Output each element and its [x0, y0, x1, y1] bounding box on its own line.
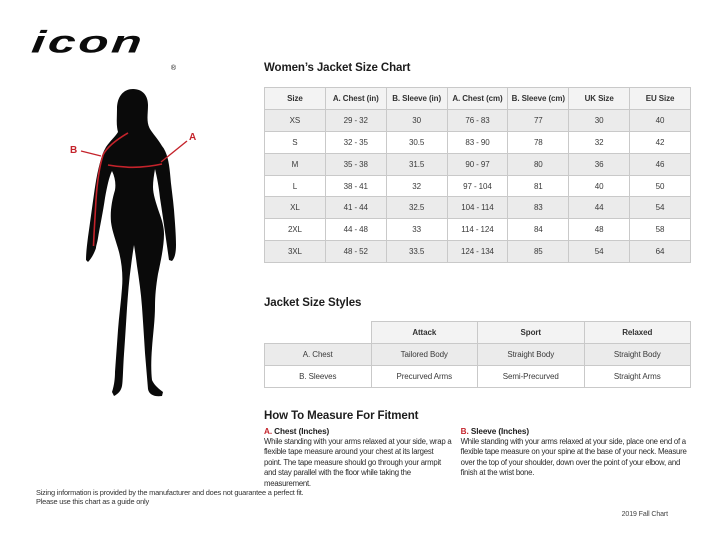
content-column [264, 60, 691, 530]
cell: 64 [630, 241, 691, 263]
style-chart-header-row [265, 322, 691, 344]
how-to-measure-title: How To Measure For Fitment [264, 410, 419, 422]
cell: 40 [569, 175, 630, 197]
disclaimer-line-2: Please use this chart as a guide only [36, 497, 149, 506]
style-chart-table [264, 321, 691, 388]
cell: Precurved Arms [371, 366, 478, 388]
cell: 29 - 32 [325, 109, 386, 131]
table-row-s [265, 131, 691, 153]
table-row-2xl [265, 219, 691, 241]
cell: 41 - 44 [325, 197, 386, 219]
cell: 58 [630, 219, 691, 241]
cell: L [265, 175, 326, 197]
icon-logo [30, 24, 180, 70]
measure-label-text: Sleeve (Inches) [468, 427, 529, 436]
cell: 114 - 124 [447, 219, 508, 241]
measure-text-chest: While standing with your arms relaxed at your side, wrap a flexible tape measure around your chest at its largest point. The tape measure should go through your armpit and stay parallel with the floor while taking the measurement. [264, 437, 452, 488]
cell: 85 [508, 241, 569, 263]
cell: 30 [569, 109, 630, 131]
cell: 124 - 134 [447, 241, 508, 263]
cell: 30.5 [386, 131, 447, 153]
style-row-sleeves [265, 366, 691, 388]
cell: 76 - 83 [447, 109, 508, 131]
cell: 77 [508, 109, 569, 131]
cell: 81 [508, 175, 569, 197]
cell: XS [265, 109, 326, 131]
cell: 30 [386, 109, 447, 131]
cell: Straight Arms [584, 366, 691, 388]
cell: XL [265, 197, 326, 219]
column-header-chest-cm: A. Chest (cm) [447, 88, 508, 110]
registered-trademark: ® [170, 65, 176, 72]
cell: 33 [386, 219, 447, 241]
woman-silhouette [86, 89, 176, 396]
cell: 31.5 [386, 153, 447, 175]
cell: 44 [569, 197, 630, 219]
cell: 78 [508, 131, 569, 153]
column-header-relaxed: Relaxed [584, 322, 691, 344]
cell: 48 [569, 219, 630, 241]
table-row-m [265, 153, 691, 175]
measure-prefix-b: B. [460, 427, 469, 436]
table-row-l [265, 175, 691, 197]
cell: 50 [630, 175, 691, 197]
icon-logo-text: icon [29, 24, 147, 60]
cell: 83 - 90 [447, 131, 508, 153]
label-b: B [70, 145, 78, 156]
cell: M [265, 153, 326, 175]
cell: 104 - 114 [447, 197, 508, 219]
column-header-sleeve-cm: B. Sleeve (cm) [508, 88, 569, 110]
measure-text-sleeve: While standing with your arms relaxed at your side, place one end of a flexible tape measure on your spine at the base of your neck. Measure over the top of your shoulder, down over the point of your elbow, and finish at the wrist bone. [460, 437, 687, 478]
cell: 32 [386, 175, 447, 197]
column-header-size: Size [265, 88, 326, 110]
column-header-sport: Sport [478, 322, 585, 344]
column-header-attack: Attack [371, 322, 478, 344]
cell: 46 [630, 153, 691, 175]
label-b-pointer [81, 151, 101, 156]
cell: Semi-Precurved [478, 366, 585, 388]
cell: Straight Body [584, 344, 691, 366]
cell: 40 [630, 109, 691, 131]
cell: 3XL [265, 241, 326, 263]
cell: 84 [508, 219, 569, 241]
cell: 90 - 97 [447, 153, 508, 175]
measure-instruction-chest [264, 427, 453, 489]
column-header-uk-size: UK Size [569, 88, 630, 110]
cell: 83 [508, 197, 569, 219]
table-row-3xl [265, 241, 691, 263]
cell: Tailored Body [371, 344, 478, 366]
chart-version: 2019 Fall Chart [621, 511, 668, 518]
measure-label-chest [264, 427, 453, 436]
cell: Straight Body [478, 344, 585, 366]
cell: 38 - 41 [325, 175, 386, 197]
sizing-disclaimer [36, 488, 336, 506]
size-chart-table [264, 87, 691, 263]
label-a: A [189, 132, 197, 143]
cell: 42 [630, 131, 691, 153]
cell: 97 - 104 [447, 175, 508, 197]
measurement-figure [50, 80, 250, 410]
style-chart-title: Jacket Size Styles [264, 297, 362, 309]
cell: 32.5 [386, 197, 447, 219]
cell: 32 [569, 131, 630, 153]
cell: 2XL [265, 219, 326, 241]
cell: 80 [508, 153, 569, 175]
size-chart-title: Women’s Jacket Size Chart [264, 62, 411, 74]
row-label-chest: A. Chest [265, 344, 372, 366]
measure-label-text: Chest (Inches) [272, 427, 330, 436]
measure-instructions [264, 427, 691, 489]
table-row-xl [265, 197, 691, 219]
table-row-xs [265, 109, 691, 131]
measure-prefix-a: A. [264, 427, 272, 436]
row-label-sleeves: B. Sleeves [265, 366, 372, 388]
cell: 48 - 52 [325, 241, 386, 263]
cell: 54 [569, 241, 630, 263]
cell: 33.5 [386, 241, 447, 263]
column-header-eu-size: EU Size [630, 88, 691, 110]
column-header-chest-in: A. Chest (in) [325, 88, 386, 110]
cell: 35 - 38 [325, 153, 386, 175]
cell: S [265, 131, 326, 153]
measure-instruction-sleeve [461, 427, 691, 489]
cell: 32 - 35 [325, 131, 386, 153]
disclaimer-line-1: Sizing information is provided by the manufacturer and does not guarantee a perfect fit. [36, 488, 304, 497]
cell: 44 - 48 [325, 219, 386, 241]
size-chart-header-row [265, 88, 691, 110]
measure-label-sleeve [461, 427, 691, 436]
blank-cell [265, 322, 372, 344]
cell: 54 [630, 197, 691, 219]
cell: 36 [569, 153, 630, 175]
column-header-sleeve-in: B. Sleeve (in) [386, 88, 447, 110]
style-row-chest [265, 344, 691, 366]
